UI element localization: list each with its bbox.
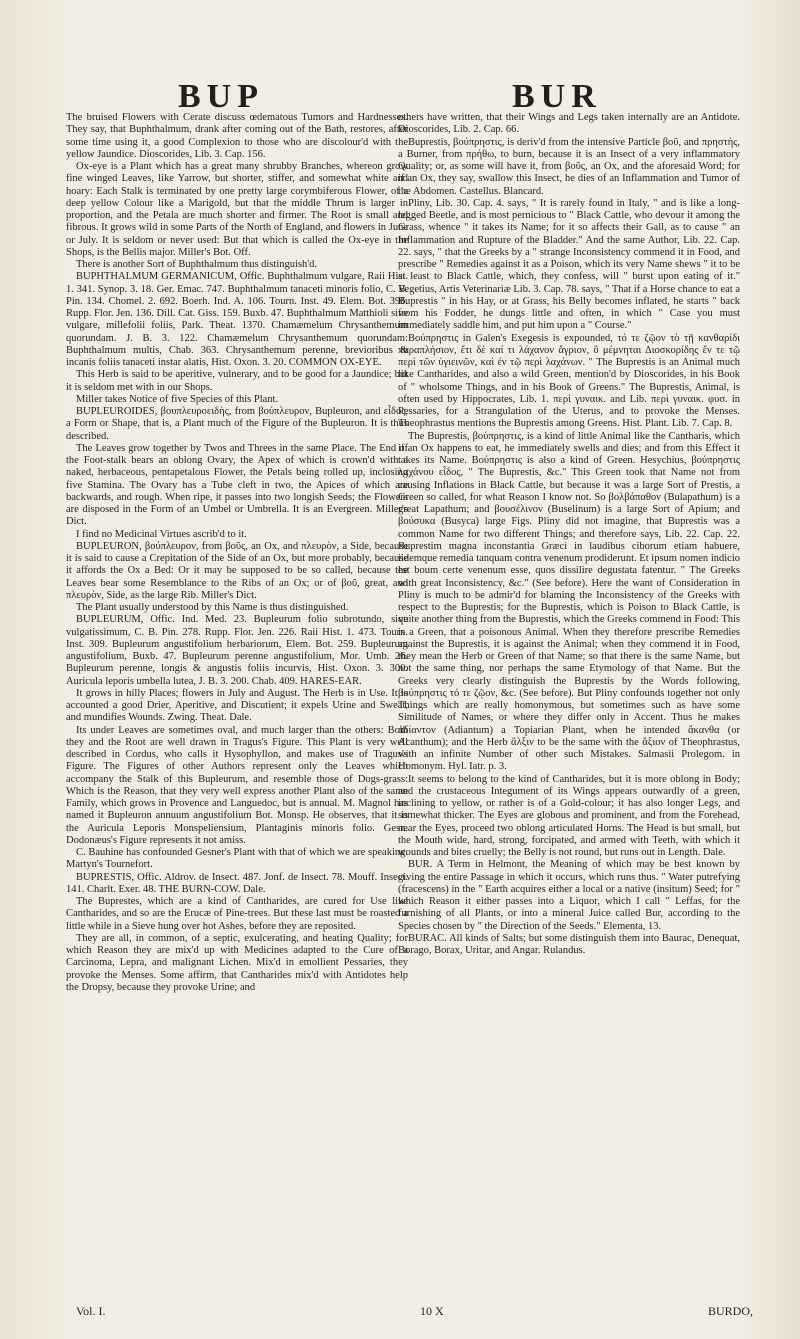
paragraph: BUPLEURUM, Offic. Ind. Med. 23. Bupleurum folio subrotundo, sive vulgatissimum, C. B. Pin. 278. Rupp. Flor. Jen. 226. Raii Hist. 1. 473. Tourn. Inst. 309. Bupleurum angustifolium herbariorum, Elem. Bot. 259. Bupleurum angustifolium, Buxb. 47. Bupleurum perenne angustifolium, Mor. Umb. 26. Bupleurum perenne, longis & angustis foliis incurvis, Hist. Oxon. 3. 300. Auricula leporis umbella lutea, J. B. 3. 200. Chab. 409. HARES-EAR. [66,614,408,687]
left-column [66,112,408,1294]
paragraph: I find no Medicinal Virtues ascrib'd to it. [76,528,247,540]
paragraph: There is another Sort of Buphthalmum thus distinguish'd. [76,259,318,270]
running-head-right: BUR [512,78,602,115]
paragraph: Buprestis, βούπρηστις, is deriv'd from the intensive Particle βοῦ, and πρηστὴς, a Burner, from πρήθω, to burn, because it is an Insect of a very inflammatory Quality; or, as some will have it, from βοῦς, an Ox, and the aforesaid Word; for if an Ox, they say, swallow this Insect, he dies of an Inflammation and Tumor of the Abdomen. Castellus. Blancard. [398,136,740,197]
paragraph: Its under Leaves are sometimes oval, and much larger than the others: Both they and the Root are well drawn in Tragus's Figure. This Plant is very well described in Cordus, who calls it Hysophyllon, and makes use of Tragus's Figure. The Figures of other Authors represent only the Leaves which accompany the Stalk of this Bupleurum, and resemble those of Dogs-grass: Which is the Reason, that they very well express another Plant also of the same Family, which grows in Provence and Languedoc, but is annual. M. Magnol has named it Bupleuron annuum angustifolium Bot. Monsp. He observes, that it is the Auricula Leporis Monspeliensium, Plantaginis minoris folio. Gesn. Dodonæus's Figure represents it not amiss. [66,724,408,846]
paragraph: BUR. A Term in Helmont, the Meaning of which may be best known by giving the entire Passage in which it occurs, which runs thus. " Water putrefying (fracescens) in the " Earth acquires either a local or a native (insitum) Seed; for " which Reason it either passes into a Liquor, which I call " Leffas, for the furnishing of all Plants, or into a mineral Juice called Bur, according to the Species chosen by " the Direction of the Seeds." Elementa, 13. [398,859,740,932]
volume-number: Vol. I. [76,1304,106,1318]
paragraph: BUPHTHALMUM GERMANICUM, Offic. Buphthalmum vulgare, Raii Hist. 1. 341. Synop. 3. 18. Ger. Emac. 747. Buphthalmum tanaceti minoris folio, C. B. Pin. 134. Chomel. 2. 692. Boerh. Ind. A. 106. Tourn. Inst. 49. Elem. Bot. 396. Rupp. Flor. Jen. 136. Dill. Cat. Giss. 159. Buxb. 47. Buphthalmum Matthioli sive vulgare, millefolii foliis, Park. Theat. 1370. Chamæmelum Chrysanthemum quorundam. J. B. 3. 122. Chamæmelum Chrysanthemum quorundam: Buphthalmum multis, Chab. 363. Chrysanthemum perenne, brevioribus & incanis foliis tanaceti instar alatis, Hist. Oxon. 3. 20. COMMON OX-EYE. [66,271,408,368]
paragraph: BUPLEUROIDES, βουπλευροειδὴς, from βούπλευρον, Bupleuron, and εἶδος, a Form or Shape, that is, a Plant much of the Figure of the Bupleuron. It is thus described. [66,406,408,442]
paragraph: The bruised Flowers with Cerate discuss œdematous Tumors and Hardnesses. They say, that Buphthalmum, drank after coming out of the Bath, restores, after some time using it, a good Complexion to those who are discolour'd with the yellow Jaundice. Dioscorides, Lib. 3. Cap. 156. [66,112,408,160]
paragraph: The Buprestes, which are a kind of Cantharides, are cured for Use like Cantharides, and so are the Erucæ of Pine-trees. But these last must be roasted a little while in a Sieve hung over hot Ashes, before they are reposited. [66,896,408,932]
paragraph: BUPRESTIS, Offic. Aldrov. de Insect. 487. Jonf. de Insect. 78. Mouff. Insect. 141. Charlt. Exer. 48. THE BURN-COW. Dale. [66,871,408,895]
running-head-left: BUP [178,78,264,115]
paragraph: C. Bauhine has confounded Gesner's Plant with that of which we are speaking. Martyn's Tournefort. [66,847,408,871]
paragraph: BURAC. All kinds of Salts; but some distinguish them into Baurac, Denequat, Borago, Borax, Uritar, and Angar. Rulandus. [398,932,740,956]
paragraph: Ox-eye is a Plant which has a great many shrubby Branches, whereon grow fine winged Leaves, like Yarrow, but shorter, stiffer, and somewhat white and hoary: Each Stalk is terminated by one pretty large corymbiferous Flower, of a deep yellow Colour like a Marigold, but that the middle Thrum is larger in proportion, and the Petala are much shorter and firmer. The Root is small and fibrous. It grows wild in some Parts of the North of England, and flowers in June or July. It is seldom or never used: But that which is called the Ox-eye in the Shops, is the Bellis major. Miller's Bot. Off. [66,161,408,258]
paragraph: others have written, that their Wings and Legs taken internally are an Antidote. Dioscorides, Lib. 2. Cap. 66. [398,112,740,136]
paragraph: The Leaves grow together by Twos and Threes in the same Place. The End of the Foot-stalk bears an oblong Ovary, the Apex of which is crown'd with a naked, herbaceous, pentapetalous Flower, the Petals being rolled up, inclosing five Stamina. The Ovary has a Tube cleft in two, the Apices of which are backwards, and rough. When ripe, it passes into two longish Seeds; the Flowers are disposed in the Form of an Umbel or Umbrella. It is an Evergreen. Miller's Dict. [66,442,408,528]
paragraph: BUPLEURON, βούπλευρον, from βοῦς, an Ox, and πλευρὸν, a Side, because it is said to cause a Crepitation of the Side of an Ox, but more probably, because it affords the Ox a Bed: Or it may be supposed to be so called, because the Leaves bear some Resemblance to the Ribs of an Ox; or of βοῦ, great, and πλευρὸν, Side, as the large Rib. Miller's Dict. [66,540,408,601]
paragraph: It seems to belong to the kind of Cantharides, but it is more oblong in Body; and the crustaceous Integument of its Wings appears outwardly of a green, inclining to yellow, or rather is of a Gold-colour; it has also longer Legs, and somewhat thicker. The Eyes are globous and prominent, and from the Forehead, near the Eyes, proceed two oblong articulated Horns. The Head is but small, but the Mouth wide, hard, strong, forcipated, and armed with Teeth, with which it wounds and bites cruelly; the Belly is not round, but runs out in Length. Dale. [398,773,740,858]
paragraph: Pliny, Lib. 30. Cap. 4. says, " It is rarely found in Italy, " and is like a long-legged Beetle, and is most pernicious to " Black Cattle, who devour it among the Grass, whence " it takes its Name; for it so affects their Gall, as to cause " an Inflammation and Rupture of the Bladder." And the same Author, Lib. 22. Cap. 22. says, " that the Greeks by a " strange Inconsistency commend it in Food, and prescribe " Remedies against it as a Poison, which its very Name shews " it to be at least to Black Cattle, which, they confess, will " burst upon eating of it." Vegetius, Artis Veterinariæ Lib. 3. Cap. 78. says, " That if a Horse chance to eat a Buprestis " in his Hay, or at Grass, his Belly becomes inflated, he starts " back from his Fodder, he dungs little and often, in which " Case you must immediately saddle him, and put him upon a " Course." [398,197,740,332]
signature-mark: 10 X [420,1304,444,1318]
catchword: BURDO, [708,1304,754,1318]
paragraph: This Herb is said to be aperitive, vulnerary, and to be good for a Jaundice; but it is seldom met with in our Shops. [66,369,408,393]
paragraph: They are all, in common, of a septic, exulcerating, and heating Quality; for which Reason they are mix'd up with Medicines adapted to the Cure of a Carcinoma, Lepra, and malignant Lichen. Mix'd in emollient Pessaries, they provoke the Menses. Some affirm, that Cantharides mix'd with Antidotes help the Dropsy, because they provoke Urine; and [66,932,408,993]
right-column [398,112,740,1294]
paragraph: It grows in hilly Places; flowers in July and August. The Herb is in Use. It is accounted a good Drier, Aperitive, and Discutient; it expels Urine and Sweat, and mundifies Wounds. Zwing. Theat. Dale. [66,687,408,724]
paragraph: Βούπρηστις in Galen's Exegesis is expounded, τό τε ζῷον τὸ τῇ κανθαρίδι παραπλήσιον, ἔτι δὲ καί τι λάχανον ἄγριον, ὃ μέμνηται Διοσκορίδης ἔν τε τῷ περὶ τῶν ὑγιεινῶν, καὶ ἐν τῷ περὶ λαχάνων. " The Buprestis is an Animal much like Cantharides, and also a wild Green, mention'd by Dioscorides, in his Book of " wholsome Things, and in his Book of Greens." The Buprestis, Animal, is often used by Hippocrates, Lib. 1. περὶ γυναικ. and Lib. περὶ γυναικ. φυσ. in Pessaries, for a Strangulation of the Uterus, and to provoke the Menses. Theophrastus mentions the Buprestis among Greens. Hist. Plant. Lib. 7. Cap. 8. [398,332,740,430]
paragraph: Miller takes Notice of five Species of this Plant. [76,393,279,405]
paragraph: The Buprestis, βούπρηστις, is a kind of little Animal like the Cantharis, which if an Ox happens to eat, he immediately swells and dies; and from this Effect it takes its Name. Βούπρηστις is also a kind of Green. Hesychius, βούπρηστις λαχάνου εἶδος, " The Buprestis, &c." This Green took that Name not from causing Inflations in Black Cattle, but because it was a large Sort of Prestis, a Green so called, for what Reason I know not. So βολβάπαθον (Bulapathum) is a great Lapathum; and βουσέλινον (Buselinum) is a large Sort of Apium; and βούσυκα (Busyca) large Figs. Pliny did not imagine, that Buprestis was a common Name for two different Things; and therefore says, Lib. 22. Cap. 22. Buprestim magna inconstantia Græci in laudibus ciborum etiam habuere, iidemque remedia tanquam contra venenum prodiderunt. Et ipsum nomen indicio est boum certe venenum esse, quos dissilire degustata fatentur. " The Greeks with great Inconsistency, &c." (See before). Here the want of Consideration in Pliny is much to be admir'd for blaming the Inconsistency of the Greeks with respect to the Buprestis; for the Buprestis, which is Poison to Black Cattle, is quite another thing from the Buprestis, which the Greeks commend in Food: This is a Green, that a poisonous Animal. When they therefore prescribe Remedies against the Buprestis, it is against the Animal; when they commend it in Food, they mean the Herb or Green of that Name; so that there is the same Name, but not the same thing, nor perhaps the same Etymology of that Name. But the Greeks very clearly distinguish the Buprestis by the Words following, βούπρηστις τό τε ζῷον, &c. (See before). But Pliny confounds together not only Things which are really homonymous, but sometimes such as have some Similitude of Names, or where they differ only in Accent. Thus he makes ἀδίαντον (Adiantum) a Topiarian Plant, when he intended ἄκανθα (or Acanthum); and the Herb ἄλξιν to be the same with the ἄξιον of Theophrastus, with an infinite Number of other such Mistakes. Salmasii Prolegom. in Homonym. Hyl. Iatr. p. 3. [398,430,740,773]
paragraph: The Plant usually understood by this Name is thus distinguished. [76,602,349,613]
